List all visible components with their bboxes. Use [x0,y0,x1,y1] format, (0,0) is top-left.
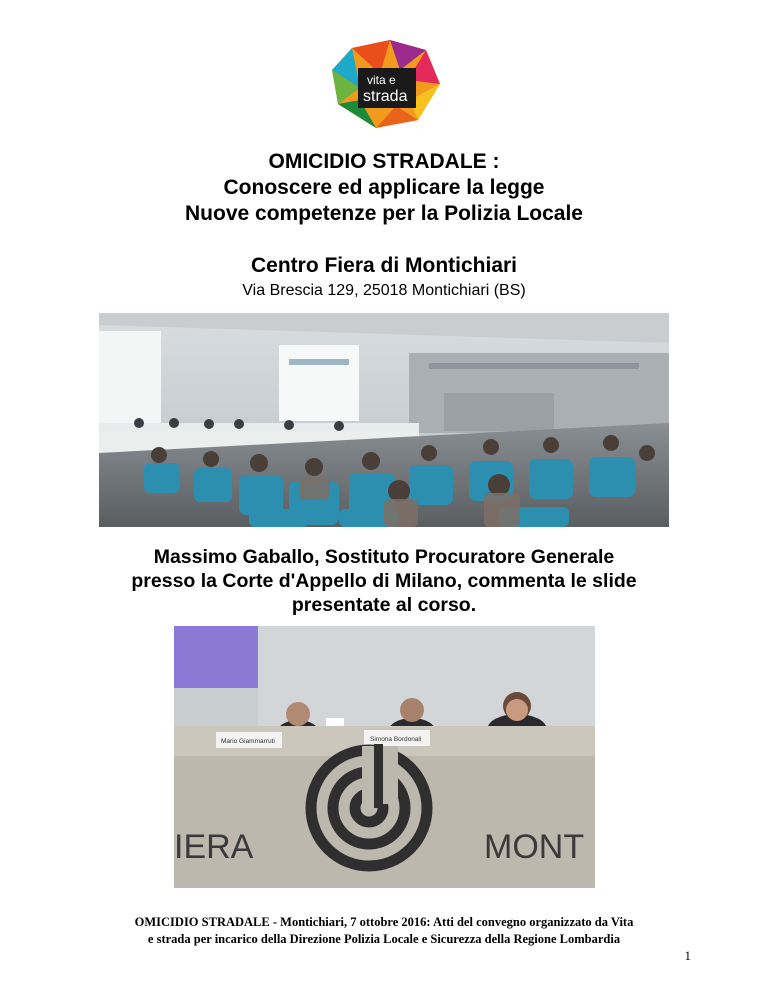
caption-line-3: presentate al corso. [291,594,477,616]
venue-name: Centro Fiera di Montichiari [250,254,518,277]
title-line-2: Conoscere ed applicare la legge [223,176,545,199]
sign-text-right: MONT [484,828,585,866]
vita-e-strada-logo [330,40,442,128]
caption-line-2: presso la Corte d'Appello di Milano, commenta le slide [131,570,637,592]
venue-block [0,253,768,302]
nameplate-right: Simona Bordonali [370,736,422,743]
sign-text-left: IERA [174,828,254,866]
footer-line-1: OMICIDIO STRADALE - Montichiari, 7 ottobre 2016: Atti del convegno organizzato da Vita [134,915,634,929]
page-number: 1 [684,948,691,963]
nameplate-left: Mario Giammarruti [221,738,275,745]
speakers-table-photo [174,626,595,888]
conference-hall-photo [99,313,669,527]
logo-text-line1: vita e [367,73,396,87]
title-line-1: OMICIDIO STRADALE : [268,150,500,173]
footer-line-2: e strada per incarico della Direzione Polizia Locale e Sicurezza della Regione Lombardia [147,932,621,946]
logo-text-line2: strada [363,88,408,105]
page-footer [0,914,768,948]
title-line-3: Nuove competenze per la Polizia Locale [185,202,583,225]
venue-address: Via Brescia 129, 25018 Montichiari (BS) [242,282,526,299]
photo-caption [0,545,768,617]
caption-line-1: Massimo Gaballo, Sostituto Procuratore Generale [153,546,615,568]
document-title [0,149,768,227]
